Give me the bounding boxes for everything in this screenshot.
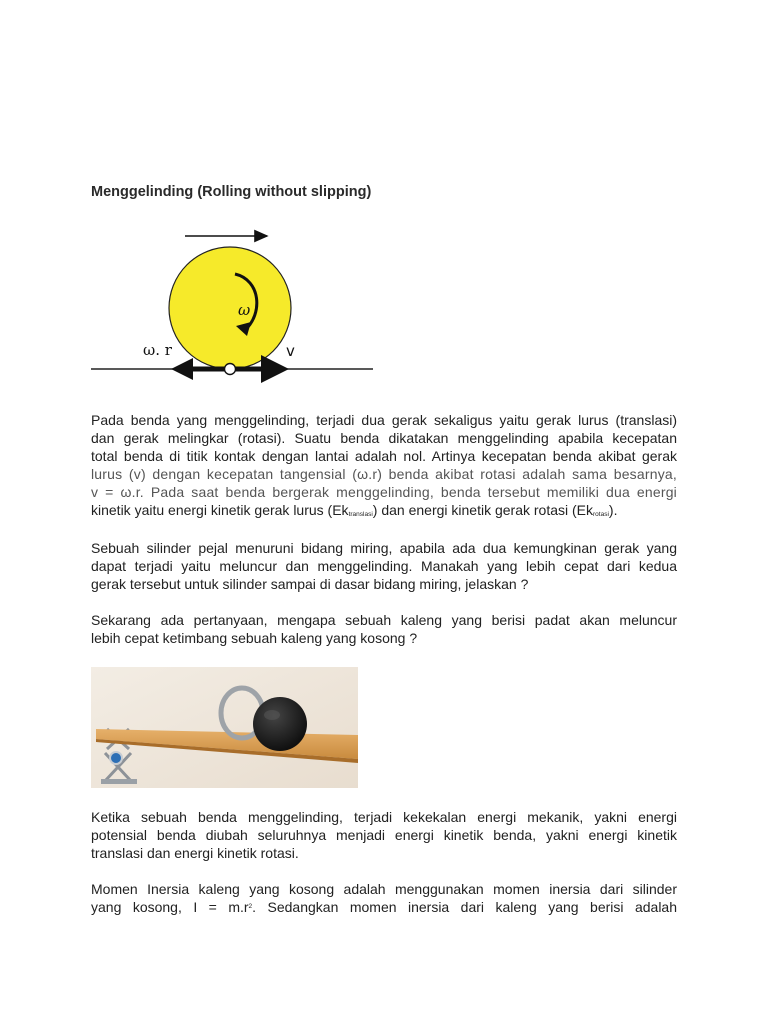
- contact-point: [225, 364, 236, 375]
- text-line: potensial benda diubah seluruhnya menjadi energi kinetik benda, yakni energi kinetik: [91, 827, 677, 843]
- text-line: Ketika sebuah benda menggelinding, terjadi kekekalan energi mekanik, yakni energi: [91, 809, 677, 825]
- right-arrowhead: [261, 355, 289, 383]
- omega-label: ω: [238, 301, 251, 319]
- ramp-cans-photo: [91, 667, 358, 788]
- text-line: kinetik yaitu energi kinetik gerak lurus (Ektranslasi) dan energi kinetik gerak rotasi (Ekrotasi).: [91, 502, 618, 518]
- rolling-wheel-diagram: [85, 222, 385, 392]
- text-line: Sekarang ada pertanyaan, mengapa sebuah kaleng yang berisi padat akan meluncur: [91, 612, 677, 628]
- omega-r-label: ω. r: [143, 341, 172, 359]
- wheel-circle: [169, 247, 291, 369]
- text-line: Pada benda yang menggelinding, terjadi dua gerak sekaligus yaitu gerak lurus (translasi): [91, 412, 677, 428]
- text-line: total benda di titik kontak dengan lantai adalah nol. Artinya kecepatan benda akibat gerak: [91, 448, 677, 464]
- v-label: v: [286, 342, 295, 360]
- text-line: translasi dan energi kinetik rotasi.: [91, 845, 299, 861]
- section-title: Menggelinding (Rolling without slipping): [91, 184, 372, 200]
- text-line: v = ω.r. Pada saat benda bergerak menggelinding, benda tersebut memiliki dua energi: [91, 484, 677, 500]
- text-line: lurus (v) dengan kecepatan tangensial (ω.r) benda akibat rotasi adalah sama besarnya,: [91, 466, 677, 482]
- paragraph-inclined-plane-question: [91, 539, 677, 593]
- left-arrowhead: [171, 358, 193, 380]
- text-line: Momen Inersia kaleng yang kosong adalah menggunakan momen inersia dari silinder: [91, 881, 677, 897]
- text-line: lebih cepat ketimbang sebuah kaleng yang kosong ?: [91, 630, 418, 646]
- text-line: dapat terjadi yaitu meluncur dan menggelinding. Manakah yang lebih cepat dari kedua: [91, 558, 677, 574]
- filled-can: [253, 697, 307, 751]
- paragraph-rolling-explanation: [91, 411, 677, 523]
- text-line: yang kosong, $I = m.r^2$. Sedangkan momen inersia dari kaleng yang berisi adalah: [91, 899, 678, 915]
- text-line: dan gerak melingkar (rotasi). Suatu benda dikatakan menggelinding apabila kecepatan: [91, 430, 677, 446]
- jack-knob: [110, 752, 122, 764]
- text-line: Sebuah silinder pejal menuruni bidang miring, apabila ada dua kemungkinan gerak yang: [91, 540, 677, 556]
- text-line: gerak tersebut untuk silinder sampai di dasar bidang miring, jelaskan ?: [91, 576, 529, 592]
- paragraph-energy-conservation: [91, 808, 677, 862]
- paragraph-can-question: [91, 611, 677, 647]
- paragraph-moment-of-inertia: [91, 880, 677, 916]
